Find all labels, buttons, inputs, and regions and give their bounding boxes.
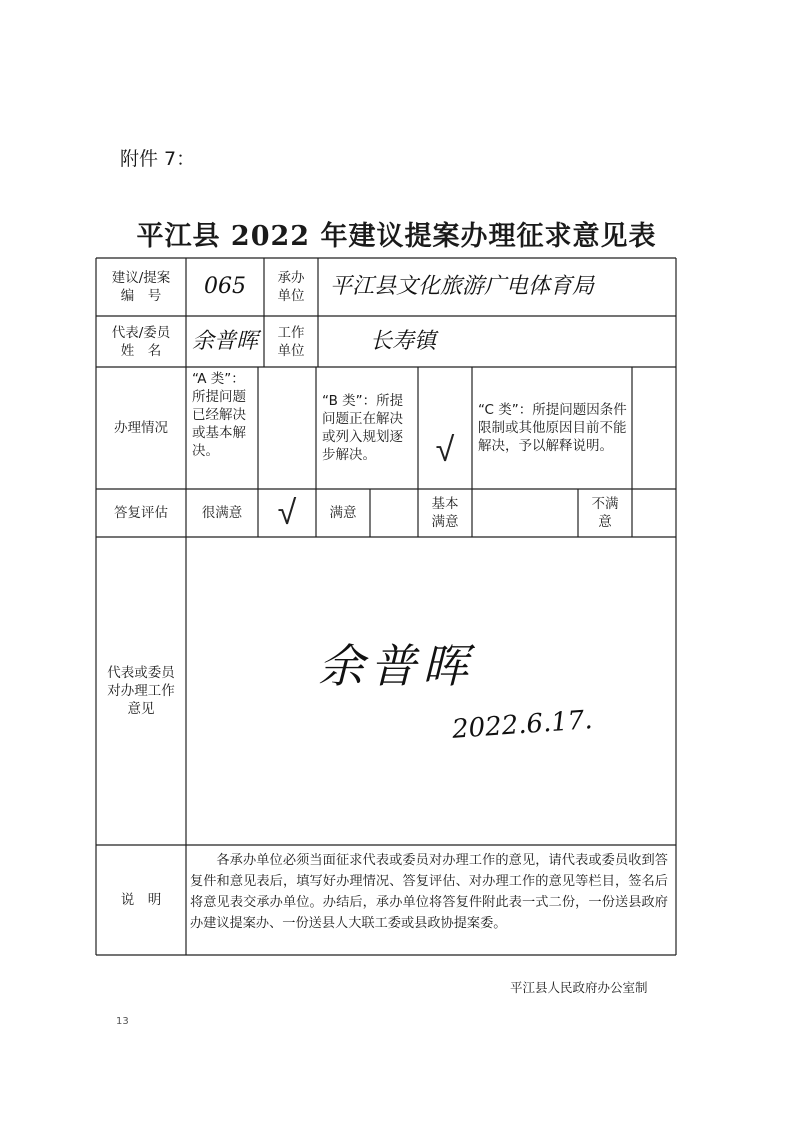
work-unit-value: 长寿镇 — [370, 328, 437, 354]
proposal-number-label: 建议/提案 编 号 — [111, 270, 171, 304]
representative-name-label: 代表/委员 姓 名 — [111, 324, 171, 359]
instructions-label: 说 明 — [120, 892, 162, 908]
issuer-footer: 平江县人民政府办公室制 — [510, 980, 648, 995]
attachment-label: 附件 7： — [120, 148, 196, 170]
very-satisfied-checkmark: √ — [277, 493, 297, 533]
very-satisfied-option: 很满意 — [201, 505, 243, 521]
page-number: 13 — [116, 1016, 129, 1027]
opinion-label: 代表或委员对办理工作意见 — [107, 665, 175, 717]
signature-date: 2022.6.17. — [451, 705, 594, 745]
work-unit-label: 工作 单位 — [277, 324, 305, 359]
category-c-text: “C 类”：所提问题因条件限制或其他原因目前不能解决，予以解释说明。 — [478, 402, 627, 454]
satisfied-option: 满意 — [329, 505, 357, 521]
handwritten-signature: 余普晖 — [318, 639, 474, 693]
basic-satisfied-option: 基本 满意 — [431, 496, 459, 530]
handling-unit-label: 承办 单位 — [277, 270, 305, 304]
category-a-text: “A 类”：所提问题已经解决或基本解决。 — [192, 371, 246, 459]
handling-unit-value: 平江县文化旅游广电体育局 — [330, 274, 595, 299]
instructions-text: 各承办单位必须当面征求代表或委员对办理工作的意见，请代表或委员收到答复件和意见表后，填写好办理情况、答复评估、对办理工作的意见等栏目，签名后将意见表交承办单位。办结后，承办单位将答复件附此表一式二份，一份送县政府办建议提案办、一份送县人大联工委或县政协提案委。 — [190, 853, 668, 931]
category-b-text: “B 类”：所提问题正在解决或列入规划逐步解决。 — [322, 393, 404, 463]
handling-status-label: 办理情况 — [114, 420, 168, 436]
form-title: 平江县 2022 年建议提案办理征求意见表 — [136, 221, 657, 252]
reply-evaluation-label: 答复评估 — [114, 505, 168, 521]
proposal-number-value: 065 — [204, 274, 246, 299]
representative-name-value: 余普晖 — [191, 328, 258, 354]
category-b-checkmark: √ — [435, 430, 455, 470]
unsatisfied-option: 不满 意 — [591, 496, 619, 530]
